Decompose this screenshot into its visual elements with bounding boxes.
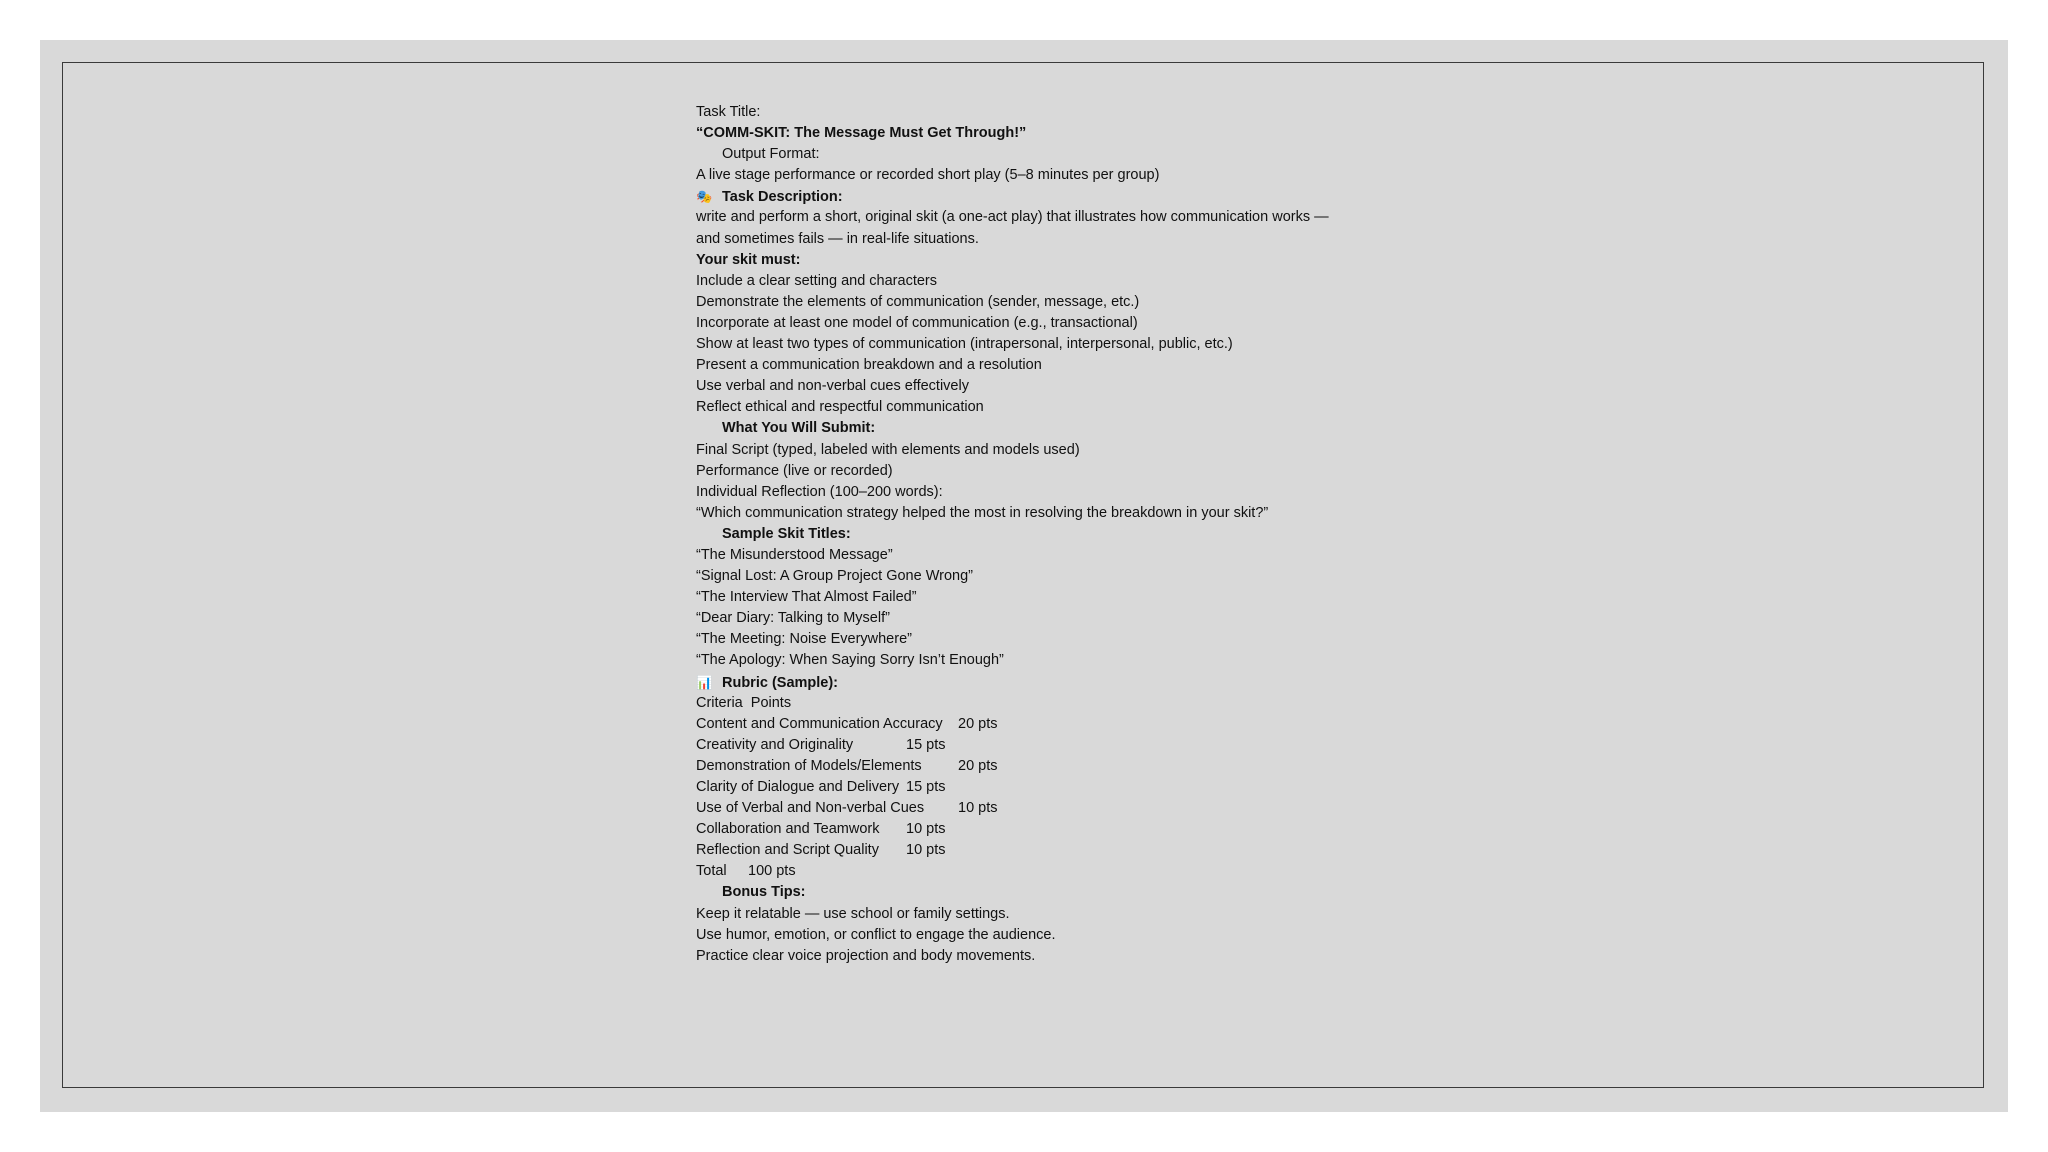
rubric-points: 20 pts	[958, 757, 998, 774]
sample-title: “The Apology: When Saying Sorry Isn’t Enough”	[696, 652, 1004, 669]
rubric-row	[696, 714, 1416, 735]
rubric-criteria: Collaboration and Teamwork	[696, 821, 880, 838]
theater-masks-icon: 🎭	[696, 189, 713, 205]
bonus-tip: Keep it relatable — use school or family settings.	[696, 905, 1010, 922]
rubric-total-points: 100 pts	[748, 863, 796, 880]
requirement-item: Show at least two types of communication (intrapersonal, interpersonal, public, etc.)	[696, 336, 1233, 353]
rubric-points: 20 pts	[958, 715, 998, 732]
rubric-criteria: Demonstration of Models/Elements	[696, 757, 922, 774]
rubric-row	[696, 798, 1416, 819]
bonus-tip: Practice clear voice projection and body movements.	[696, 947, 1036, 964]
submit-item: “Which communication strategy helped the most in resolving the breakdown in your skit?”	[696, 504, 1269, 521]
task-title-label: Task Title:	[696, 104, 761, 120]
bonus-tip: Use humor, emotion, or conflict to engage the audience.	[696, 926, 1056, 943]
requirement-item: Present a communication breakdown and a resolution	[696, 357, 1042, 374]
rubric-criteria: Reflection and Script Quality	[696, 842, 879, 859]
rubric-row	[696, 756, 1416, 777]
requirement-item: Incorporate at least one model of communication (e.g., transactional)	[696, 314, 1138, 331]
bar-chart-icon: 📊	[696, 674, 713, 690]
rubric-points: 15 pts	[906, 779, 946, 795]
rubric-points: 15 pts	[906, 736, 946, 753]
output-format-text: A live stage performance or recorded short play (5–8 minutes per group)	[696, 167, 1160, 184]
task-description-line: and sometimes fails — in real-life situations.	[696, 230, 979, 247]
requirements-heading: Your skit must:	[696, 251, 801, 268]
slide-text-body	[696, 102, 1416, 967]
rubric-criteria: Use of Verbal and Non-verbal Cues	[696, 800, 925, 817]
output-format-heading: Output Format:	[722, 146, 820, 163]
rubric-header: Criteria Points	[696, 694, 792, 711]
submit-item: Performance (live or recorded)	[696, 462, 893, 479]
bonus-heading: Bonus Tips:	[722, 884, 806, 901]
sample-title: “The Meeting: Noise Everywhere”	[696, 631, 912, 648]
requirement-item: Include a clear setting and characters	[696, 272, 937, 289]
sample-title: “Dear Diary: Talking to Myself”	[696, 610, 890, 627]
rubric-total-label: Total	[696, 863, 727, 880]
rubric-criteria: Clarity of Dialogue and Delivery	[696, 779, 900, 795]
submit-item: Final Script (typed, labeled with elements and models used)	[696, 441, 1080, 458]
rubric-row	[696, 735, 1416, 756]
sample-title: “Signal Lost: A Group Project Gone Wrong”	[696, 568, 973, 585]
rubric-row	[696, 819, 1416, 840]
task-title: “COMM-SKIT: The Message Must Get Through!”	[696, 125, 1027, 142]
rubric-row	[696, 840, 1416, 861]
sample-title: “The Misunderstood Message”	[696, 546, 893, 563]
requirement-item: Reflect ethical and respectful communication	[696, 399, 984, 416]
rubric-criteria: Creativity and Originality	[696, 736, 854, 753]
rubric-criteria: Content and Communication Accuracy	[696, 715, 943, 732]
rubric-points: 10 pts	[906, 821, 946, 838]
submit-heading: What You Will Submit:	[722, 420, 876, 437]
slide	[40, 40, 2008, 1112]
rubric-points: 10 pts	[958, 800, 998, 817]
rubric-points: 10 pts	[906, 842, 946, 859]
submit-item: Individual Reflection (100–200 words):	[696, 483, 943, 500]
requirement-item: Demonstrate the elements of communication (sender, message, etc.)	[696, 293, 1140, 310]
task-description-heading: 🎭 Task Description:	[696, 186, 1416, 207]
rubric-total-row	[696, 861, 1416, 882]
sample-title: “The Interview That Almost Failed”	[696, 589, 917, 606]
samples-heading: Sample Skit Titles:	[722, 525, 851, 542]
requirement-item: Use verbal and non-verbal cues effectively	[696, 378, 969, 395]
rubric-heading: 📊 Rubric (Sample):	[696, 672, 1416, 693]
rubric-row	[696, 777, 1416, 798]
task-description-line: write and perform a short, original skit (a one-act play) that illustrates how communication works —	[696, 209, 1329, 226]
